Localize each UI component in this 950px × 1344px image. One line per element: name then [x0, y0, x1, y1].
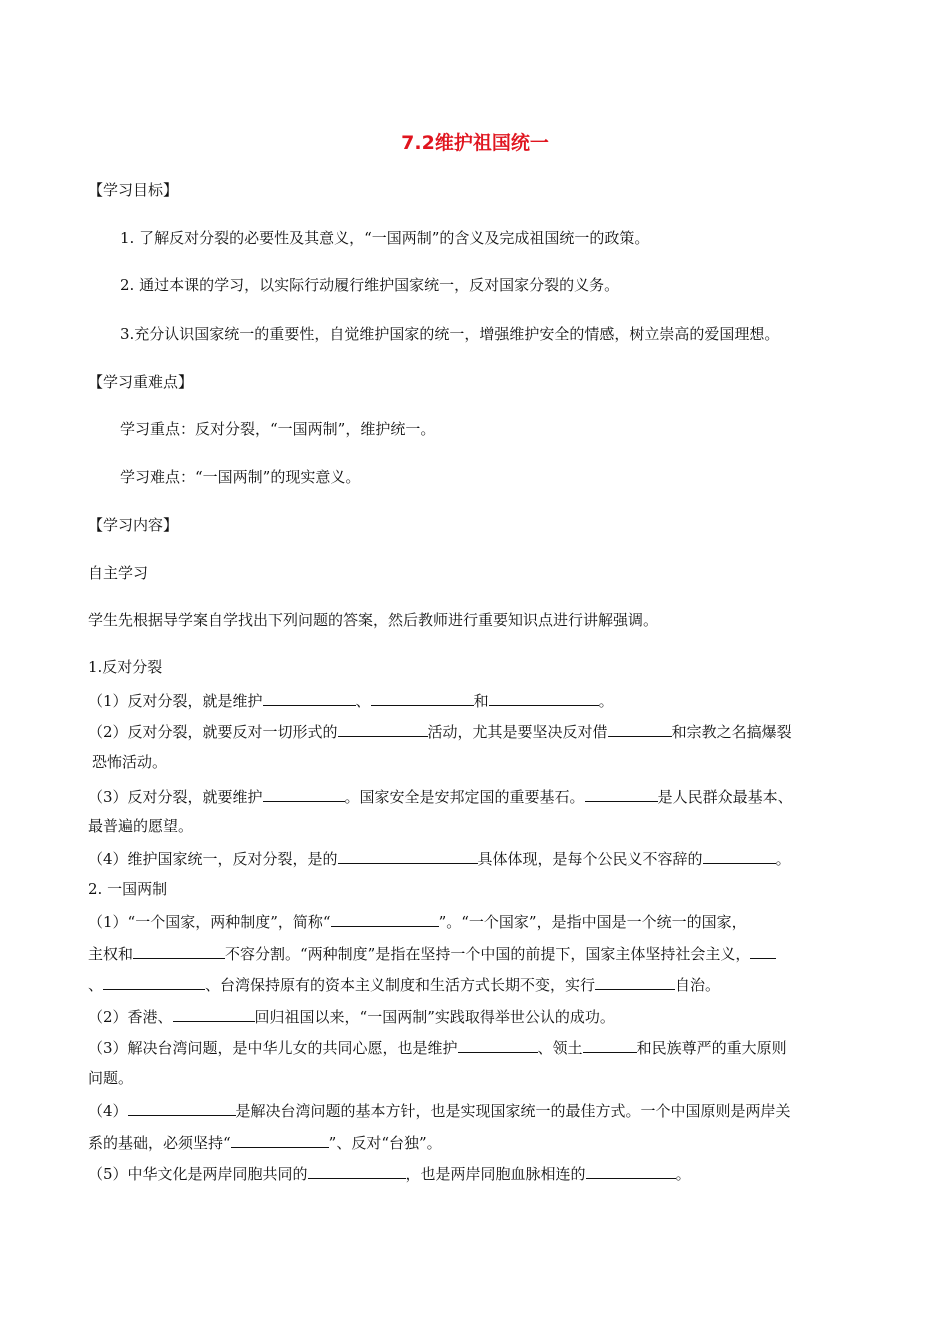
answer-blank	[338, 847, 478, 864]
question-text: 是人民群众最基本、	[657, 788, 793, 806]
answer-blank	[489, 689, 599, 706]
question-text: 、	[88, 976, 104, 994]
answer-blank	[128, 1099, 236, 1116]
question-text: 回归祖国以来，“一国两制”实践取得举世公认的成功。	[254, 1008, 615, 1026]
answer-blank	[173, 1005, 255, 1022]
question-2-5	[88, 1162, 691, 1184]
question-2-1-cont2	[88, 973, 720, 995]
answer-blank	[608, 720, 672, 737]
question-text: 不容分割。“两种制度”是指在坚持一个中国的前提下，国家主体坚持社会主义，	[225, 945, 751, 963]
question-text: （2）香港、	[88, 1008, 173, 1026]
answer-blank	[371, 689, 474, 706]
answer-blank	[133, 942, 225, 959]
answer-blank	[585, 785, 658, 802]
document-title: 7.2维护祖国统一	[401, 132, 549, 154]
question-text: （5）中华文化是两岸同胞共同的	[88, 1165, 308, 1183]
answer-blank	[263, 785, 345, 802]
heading-oppose-separatism: 1.反对分裂	[88, 658, 163, 676]
question-2-3	[88, 1036, 787, 1058]
question-1-2-cont: 恐怖活动。	[92, 753, 168, 771]
question-1-4	[88, 847, 791, 869]
question-text: （2）反对分裂，就要反对一切形式的	[88, 723, 338, 741]
answer-blank	[458, 1036, 538, 1053]
question-text: 、	[355, 692, 371, 710]
question-text: 主权和	[88, 945, 134, 963]
question-1-2	[88, 720, 792, 742]
question-text: ”、反对“台独”。	[328, 1134, 442, 1152]
answer-blank	[338, 720, 428, 737]
question-text: （4）维护国家统一，反对分裂，是的	[88, 850, 338, 868]
question-text: 活动，尤其是要坚决反对借	[427, 723, 608, 741]
question-text: 、台湾保持原有的资本主义制度和生活方式长期不变，实行	[205, 976, 596, 994]
question-text: （1）“一个国家，两种制度”，简称“	[88, 913, 331, 931]
question-text: 、领土	[537, 1039, 583, 1057]
question-text: 具体体现，是每个公民义不容辞的	[477, 850, 703, 868]
question-1-1	[88, 689, 614, 711]
question-text: 和民族尊严的重大原则	[636, 1039, 787, 1057]
answer-blank	[263, 689, 356, 706]
question-text: （1）反对分裂，就是维护	[88, 692, 263, 710]
answer-blank	[750, 942, 776, 959]
question-text: 。	[598, 692, 614, 710]
question-2-1-cont	[88, 942, 776, 964]
question-2-2	[88, 1005, 615, 1027]
heading-one-country-two-systems: 2. 一国两制	[88, 880, 168, 898]
answer-blank	[103, 973, 205, 990]
question-text: ”。“一个国家”，是指中国是一个统一的国家，	[438, 913, 747, 931]
objective-2: 2. 通过本课的学习，以实际行动履行维护国家统一，反对国家分裂的义务。	[120, 276, 620, 294]
question-text: ，也是两岸同胞血脉相连的	[405, 1165, 586, 1183]
question-text: 自治。	[675, 976, 721, 994]
question-2-4-cont	[88, 1131, 442, 1153]
self-study-label: 自主学习	[88, 564, 149, 582]
objective-3: 3.充分认识国家统一的重要性，自觉维护国家的统一，增强维护安全的情感，树立崇高的爱国理想。	[120, 325, 780, 343]
section-heading-content: 【学习内容】	[88, 516, 179, 534]
question-2-1	[88, 910, 747, 932]
answer-blank	[231, 1131, 329, 1148]
section-heading-key-points: 【学习重难点】	[88, 373, 194, 391]
question-text: 系的基础，必须坚持“	[88, 1134, 231, 1152]
answer-blank	[703, 847, 776, 864]
question-text: （3）解决台湾问题，是中华儿女的共同心愿，也是维护	[88, 1039, 458, 1057]
question-text: 。	[675, 1165, 691, 1183]
answer-blank	[331, 910, 439, 927]
question-2-4	[88, 1099, 791, 1121]
question-text: 和宗教之名搞爆裂	[671, 723, 792, 741]
key-point: 学习重点：反对分裂，“一国两制”，维护统一。	[120, 420, 436, 438]
answer-blank	[595, 973, 675, 990]
question-2-3-cont: 问题。	[88, 1069, 134, 1087]
question-text: 和	[473, 692, 489, 710]
question-text: 是解决台湾问题的基本方针，也是实现国家统一的最佳方式。一个中国原则是两岸关	[235, 1102, 791, 1120]
question-1-3	[88, 785, 793, 807]
objective-1: 1. 了解反对分裂的必要性及其意义，“一国两制”的含义及完成祖国统一的政策。	[120, 229, 650, 247]
question-text: （3）反对分裂，就要维护	[88, 788, 263, 806]
intro-text: 学生先根据导学案自学找出下列问题的答案，然后教师进行重要知识点进行讲解强调。	[88, 611, 659, 629]
answer-blank	[583, 1036, 637, 1053]
difficult-point: 学习难点：“一国两制”的现实意义。	[120, 468, 361, 486]
question-text: 。国家安全是安邦定国的重要基石。	[344, 788, 585, 806]
answer-blank	[308, 1162, 406, 1179]
question-text: （4）	[88, 1102, 128, 1120]
question-text: 。	[775, 850, 791, 868]
section-heading-objectives: 【学习目标】	[88, 181, 179, 199]
question-1-3-cont: 最普遍的愿望。	[88, 817, 194, 835]
answer-blank	[586, 1162, 676, 1179]
